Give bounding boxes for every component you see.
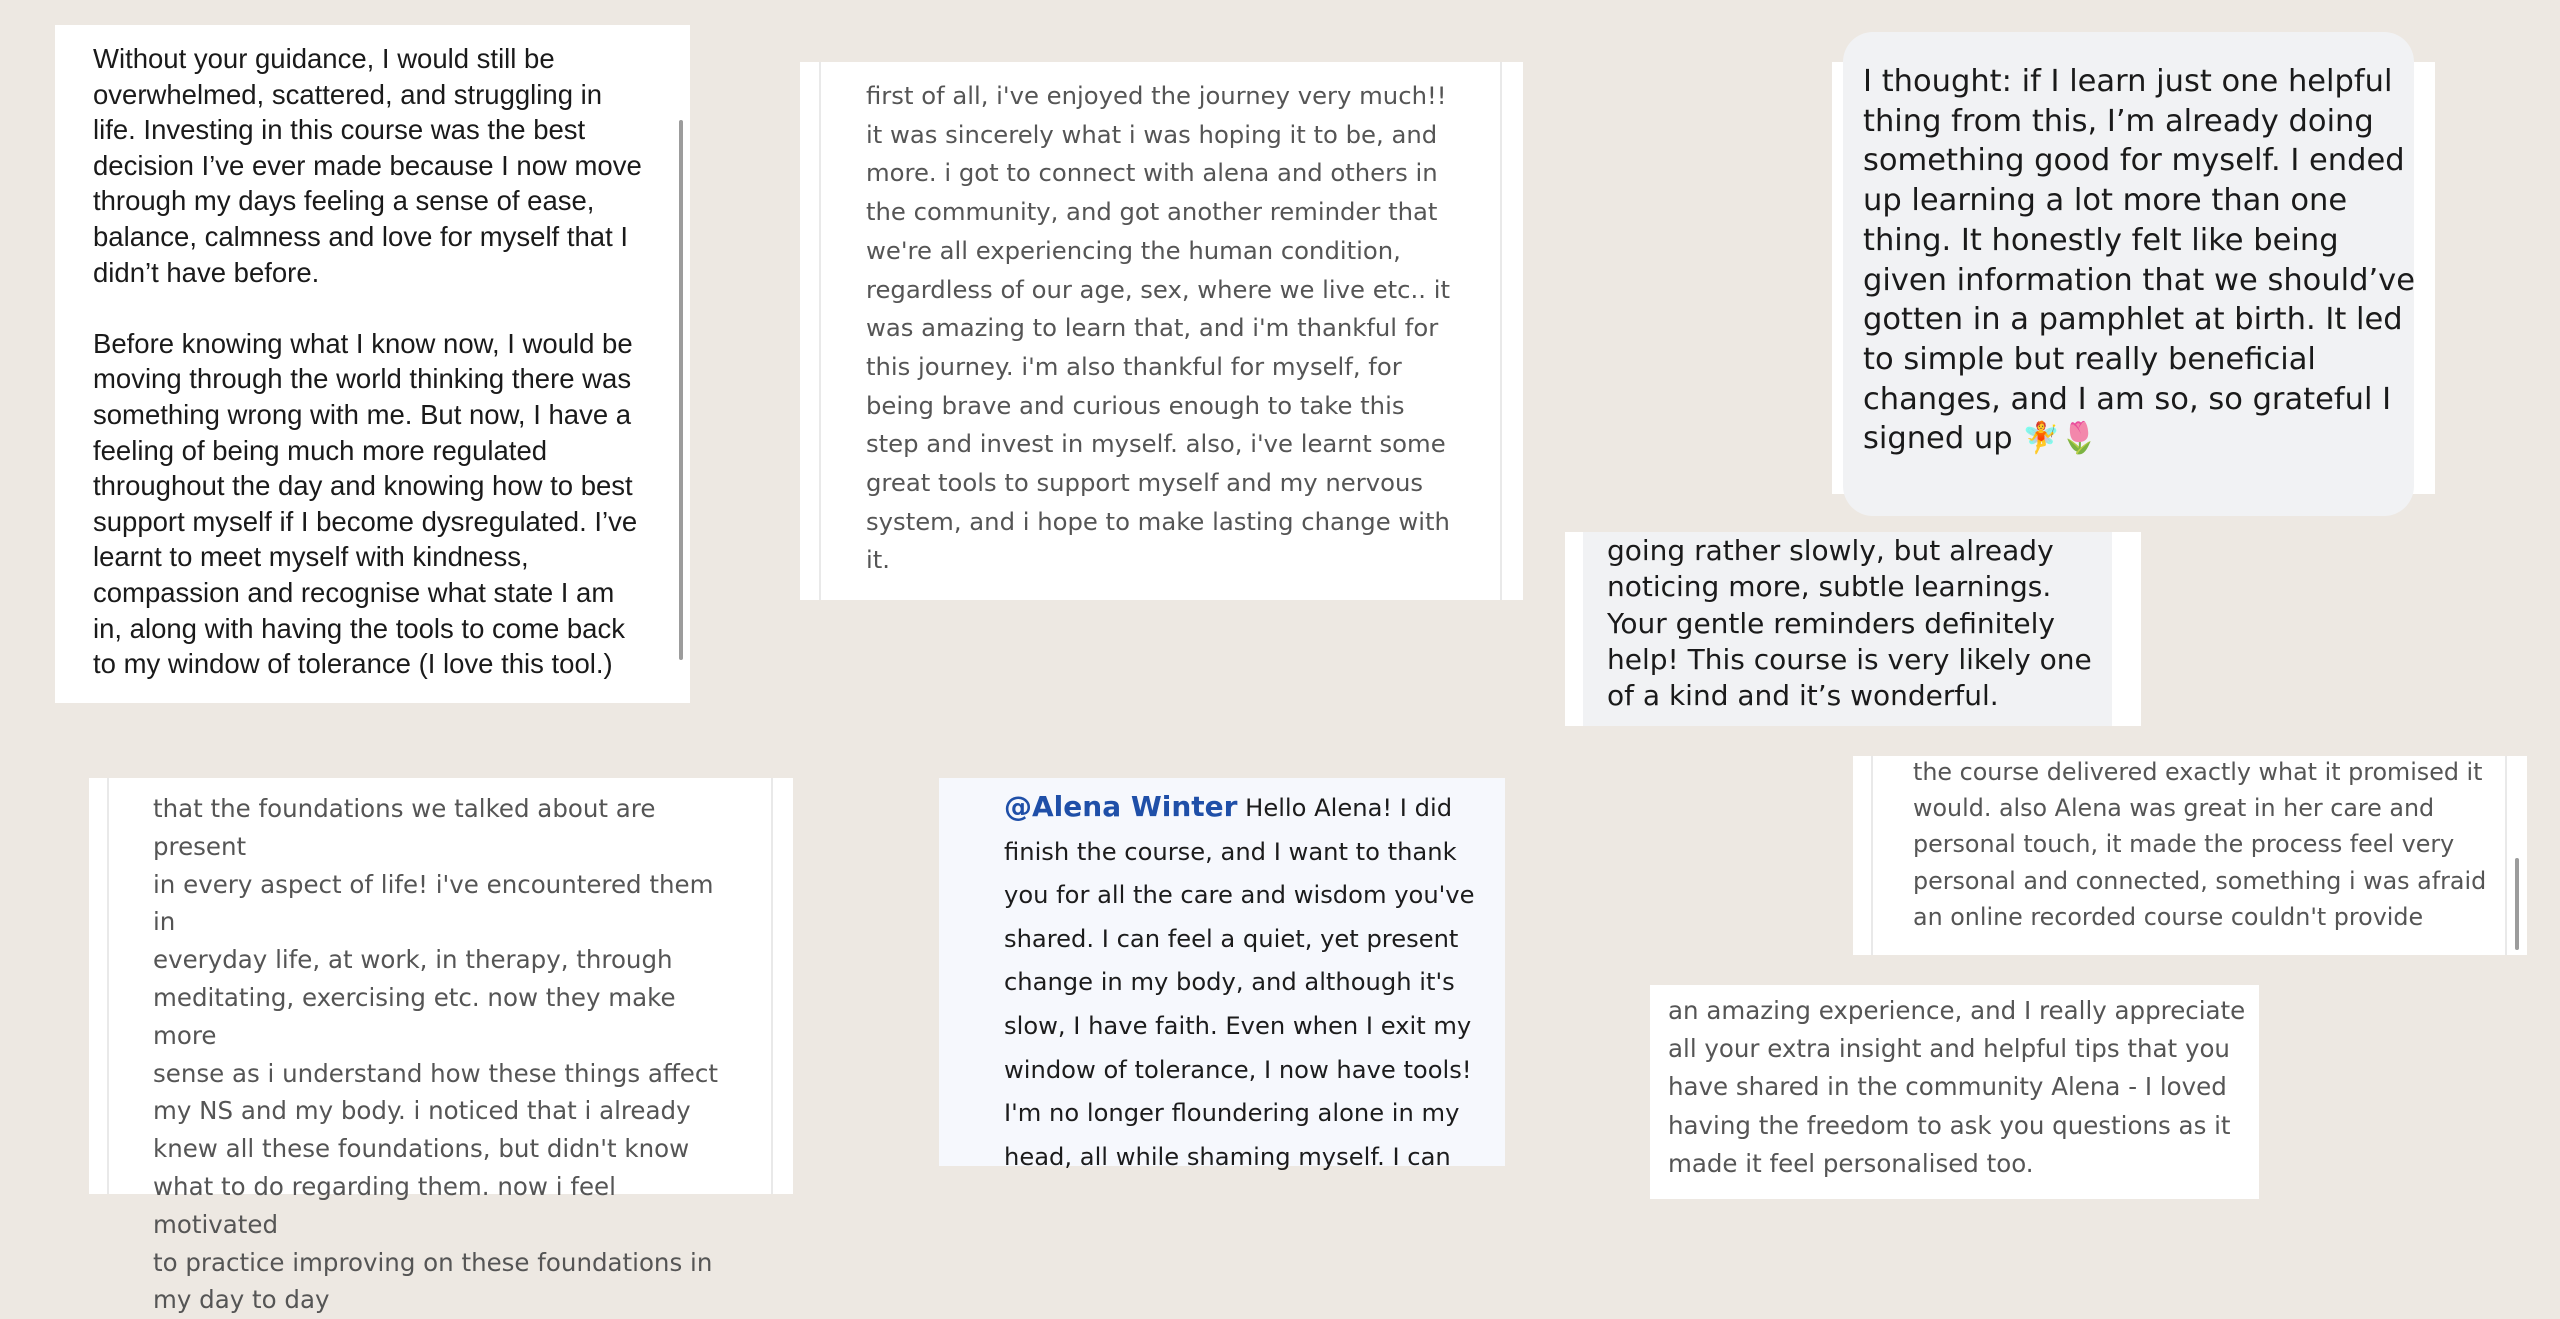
testimonial-text: an amazing experience, and I really appreciate all your extra insight and helpful tips that you have shared in the community Alena - I loved having the freedom to ask you questions as it made it feel personalised too. bbox=[1668, 996, 2246, 1178]
testimonial-text: going rather slowly, but already noticing more, subtle learnings. Your gentle reminders definitely help! This course is very likely one of a kind and it’s wonderful. bbox=[1607, 534, 2092, 713]
divider-right bbox=[2505, 756, 2507, 955]
testimonial-text: that the foundations we talked about are present in every aspect of life! i've encountered them in everyday life, at work, in therapy, through meditating, exercising etc. now they make more sense as i understand how these things affect my NS and my body. i noticed that i already knew all these foundations, but didn't know what to do regarding them. now i feel motivated to practice improving on these foundations in my day to day bbox=[153, 794, 718, 1315]
testimonial-card-reminders bbox=[1565, 532, 2141, 726]
testimonial-card-experience bbox=[1650, 985, 2259, 1199]
testimonial-card-journey bbox=[800, 62, 1523, 600]
testimonial-text: Without your guidance, I would still be overwhelmed, scattered, and struggling in life. Investing in this course was the best decision I’ve ever made because I now move through my days feeling a sense of ease, balance, calmness and love for myself that I didn’t have before. Before knowing what I know now, I would be moving through the world thinking there was something wrong with me. But now, I have a feeling of being much more regulated throughout the day and knowing how to best support myself if I become dysregulated. I’ve learnt to meet myself with kindness, compassion and recognise what state I am in, along with having the tools to come back to my window of tolerance (I love this tool.) bbox=[93, 43, 642, 680]
user-mention-link[interactable]: @Alena Winter bbox=[1004, 790, 1238, 823]
scrollbar-thumb[interactable] bbox=[2515, 858, 2519, 950]
divider-right bbox=[771, 778, 773, 1194]
testimonial-card-foundations bbox=[89, 778, 793, 1315]
divider-left bbox=[819, 62, 821, 600]
divider-right bbox=[1500, 62, 1502, 600]
divider-left bbox=[1871, 756, 1873, 955]
testimonial-card-delivered bbox=[1853, 756, 2527, 955]
testimonial-text: I thought: if I learn just one helpful thing from this, I’m already doing something good for myself. I ended up learning a lot more than one thing. It honestly felt like being given information that we should’ve gotten in a pamphlet at birth. It led to simple but really beneficial changes, and I am so, so grateful I signed up 🧚🌷 bbox=[1863, 64, 2415, 457]
scrollbar-thumb[interactable] bbox=[679, 120, 683, 660]
testimonial-text: first of all, i've enjoyed the journey very much!! it was sincerely what i was hoping it to be, and more. i got to connect with alena and others in the community, and got another reminder that we're all experiencing the human condition, regardless of our age, sex, where we live etc.. it was amazing to learn that, and i'm thankful for this journey. i'm also thankful for myself, for being brave and curious enough to take this step and invest in myself. also, i've learnt some great tools to support myself and my nervous system, and i hope to make lasting change with it. bbox=[866, 81, 1450, 575]
testimonial-card-mention bbox=[939, 778, 1505, 1171]
message-body: Hello Alena! I did finish the course, and I want to thank you for all the care and wisdom you've shared. I can feel a quiet, yet present change in my body, and although it's slow, I have faith. Even when I exit my window of tolerance, I now have tools! I'm no longer floundering alone in my head, all while shaming myself. I can bbox=[1004, 794, 1475, 1171]
testimonial-card-guidance bbox=[55, 25, 690, 703]
testimonial-text bbox=[1004, 785, 1494, 1179]
divider-left bbox=[107, 778, 109, 1194]
testimonial-text: the course delivered exactly what it promised it would. also Alena was great in her care and personal touch, it made the process feel very personal and connected, something i was afraid an online recorded course couldn't provide bbox=[1913, 758, 2487, 931]
testimonial-card-pamphlet bbox=[1832, 62, 2435, 494]
